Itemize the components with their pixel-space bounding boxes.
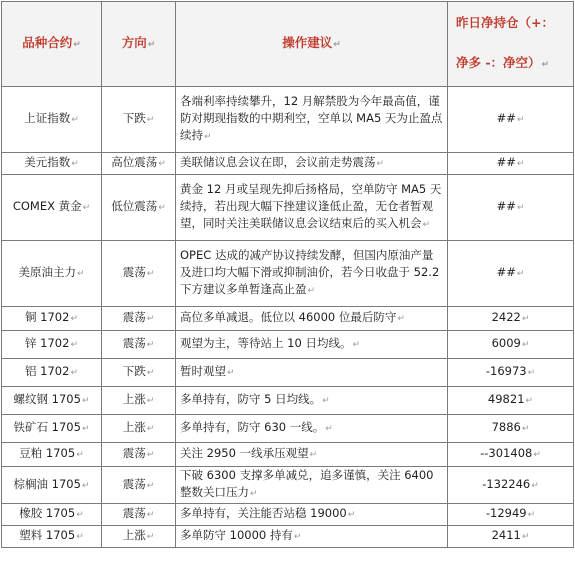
cell-advice: 黄金 12 月或呈现先抑后扬格局，空单防守 MA5 天续持，若出现大幅下挫建议逢低止盈，无仓者暂观望，同时关注美联储议息会议结束后的买入机会↵: [176, 175, 448, 241]
cell-contract: COMEX 黄金↵: [2, 175, 102, 241]
cell-direction: 震荡↵: [102, 307, 176, 331]
cell-direction: 震荡↵: [102, 443, 176, 467]
cell-position: 7886↵: [448, 415, 574, 443]
cell-direction: 低位震荡↵: [102, 175, 176, 241]
cell-position: ##↵: [448, 241, 574, 307]
cell-contract: 豆粕 1705↵: [2, 443, 102, 467]
cell-position: --301408↵: [448, 443, 574, 467]
cell-advice: OPEC 达成的减产协议持续发酵，但国内原油产量及进口均大幅下滑或抑制油价，若今日收盘于 52.2 下方建议多单暂逢高止盈↵: [176, 241, 448, 307]
table-row: [2, 307, 574, 331]
cell-contract: 棕榈油 1705↵: [2, 467, 102, 504]
table-row: [2, 387, 574, 415]
cell-position: -132246↵: [448, 467, 574, 504]
cell-direction: 上涨↵: [102, 387, 176, 415]
futures-advice-table: [1, 1, 574, 548]
cell-advice: 各端利率持续攀升，12 月解禁股为今年最高值，谨防对期现指数的中期利空，空单以 MA5 天为止盈点续持↵: [176, 87, 448, 153]
cell-position: ##↵: [448, 87, 574, 153]
cell-direction: 下跌↵: [102, 87, 176, 153]
cell-contract: 橡胶 1705↵: [2, 504, 102, 526]
cell-advice: 多单防守 10000 持有↵: [176, 526, 448, 548]
cell-contract: 铝 1702↵: [2, 359, 102, 387]
table-row: [2, 241, 574, 307]
table-row: [2, 359, 574, 387]
cell-contract: 美元指数↵: [2, 153, 102, 175]
cell-position: 2422↵: [448, 307, 574, 331]
cell-advice: 高位多单减退。低位以 46000 位最后防守↵: [176, 307, 448, 331]
table-row: [2, 504, 574, 526]
cell-advice: 多单持有，防守 5 日均线。↵: [176, 387, 448, 415]
cell-advice: 暂时观望↵: [176, 359, 448, 387]
header-row: [2, 2, 574, 87]
cell-advice: 下破 6300 支撑多单减兑，追多谨慎，关注 6400 整数关口压力↵: [176, 467, 448, 504]
table-row: [2, 153, 574, 175]
cell-position: 6009↵: [448, 331, 574, 359]
cell-position: ##↵: [448, 175, 574, 241]
header-direction: 方向↵: [102, 2, 176, 87]
cell-contract: 美原油主力↵: [2, 241, 102, 307]
cell-contract: 铁矿石 1705↵: [2, 415, 102, 443]
cell-direction: 震荡↵: [102, 467, 176, 504]
header-contract: 品种合约↵: [2, 2, 102, 87]
cell-direction: 震荡↵: [102, 241, 176, 307]
cell-position: ##↵: [448, 153, 574, 175]
cell-advice: 多单持有，关注能否站稳 19000↵: [176, 504, 448, 526]
cell-advice: 观望为主，等待站上 10 日均线。↵: [176, 331, 448, 359]
cell-contract: 锌 1702↵: [2, 331, 102, 359]
table-row: [2, 87, 574, 153]
cell-position: -16973↵: [448, 359, 574, 387]
cell-advice: 美联储议息会议在即，会议前走势震荡↵: [176, 153, 448, 175]
table-row: [2, 467, 574, 504]
cell-direction: 震荡↵: [102, 331, 176, 359]
cell-direction: 下跌↵: [102, 359, 176, 387]
cell-position: 49821↵: [448, 387, 574, 415]
cell-direction: 高位震荡↵: [102, 153, 176, 175]
table-row: [2, 175, 574, 241]
header-advice: 操作建议↵: [176, 2, 448, 87]
cell-direction: 震荡↵: [102, 504, 176, 526]
cell-advice: 多单持有，防守 630 一线。↵: [176, 415, 448, 443]
cell-contract: 塑料 1705↵: [2, 526, 102, 548]
header-position: 昨日净持仓（+： 净多 -：净空）↵: [448, 2, 574, 87]
cell-direction: 上涨↵: [102, 526, 176, 548]
cell-contract: 铜 1702↵: [2, 307, 102, 331]
cell-position: 2411↵: [448, 526, 574, 548]
cell-contract: 上证指数↵: [2, 87, 102, 153]
cell-advice: 关注 2950 一线承压观望↵: [176, 443, 448, 467]
table-row: [2, 526, 574, 548]
table-row: [2, 443, 574, 467]
table-row: [2, 415, 574, 443]
cell-direction: 上涨↵: [102, 415, 176, 443]
table-row: [2, 331, 574, 359]
cell-contract: 螺纹钢 1705↵: [2, 387, 102, 415]
cell-position: -12949↵: [448, 504, 574, 526]
